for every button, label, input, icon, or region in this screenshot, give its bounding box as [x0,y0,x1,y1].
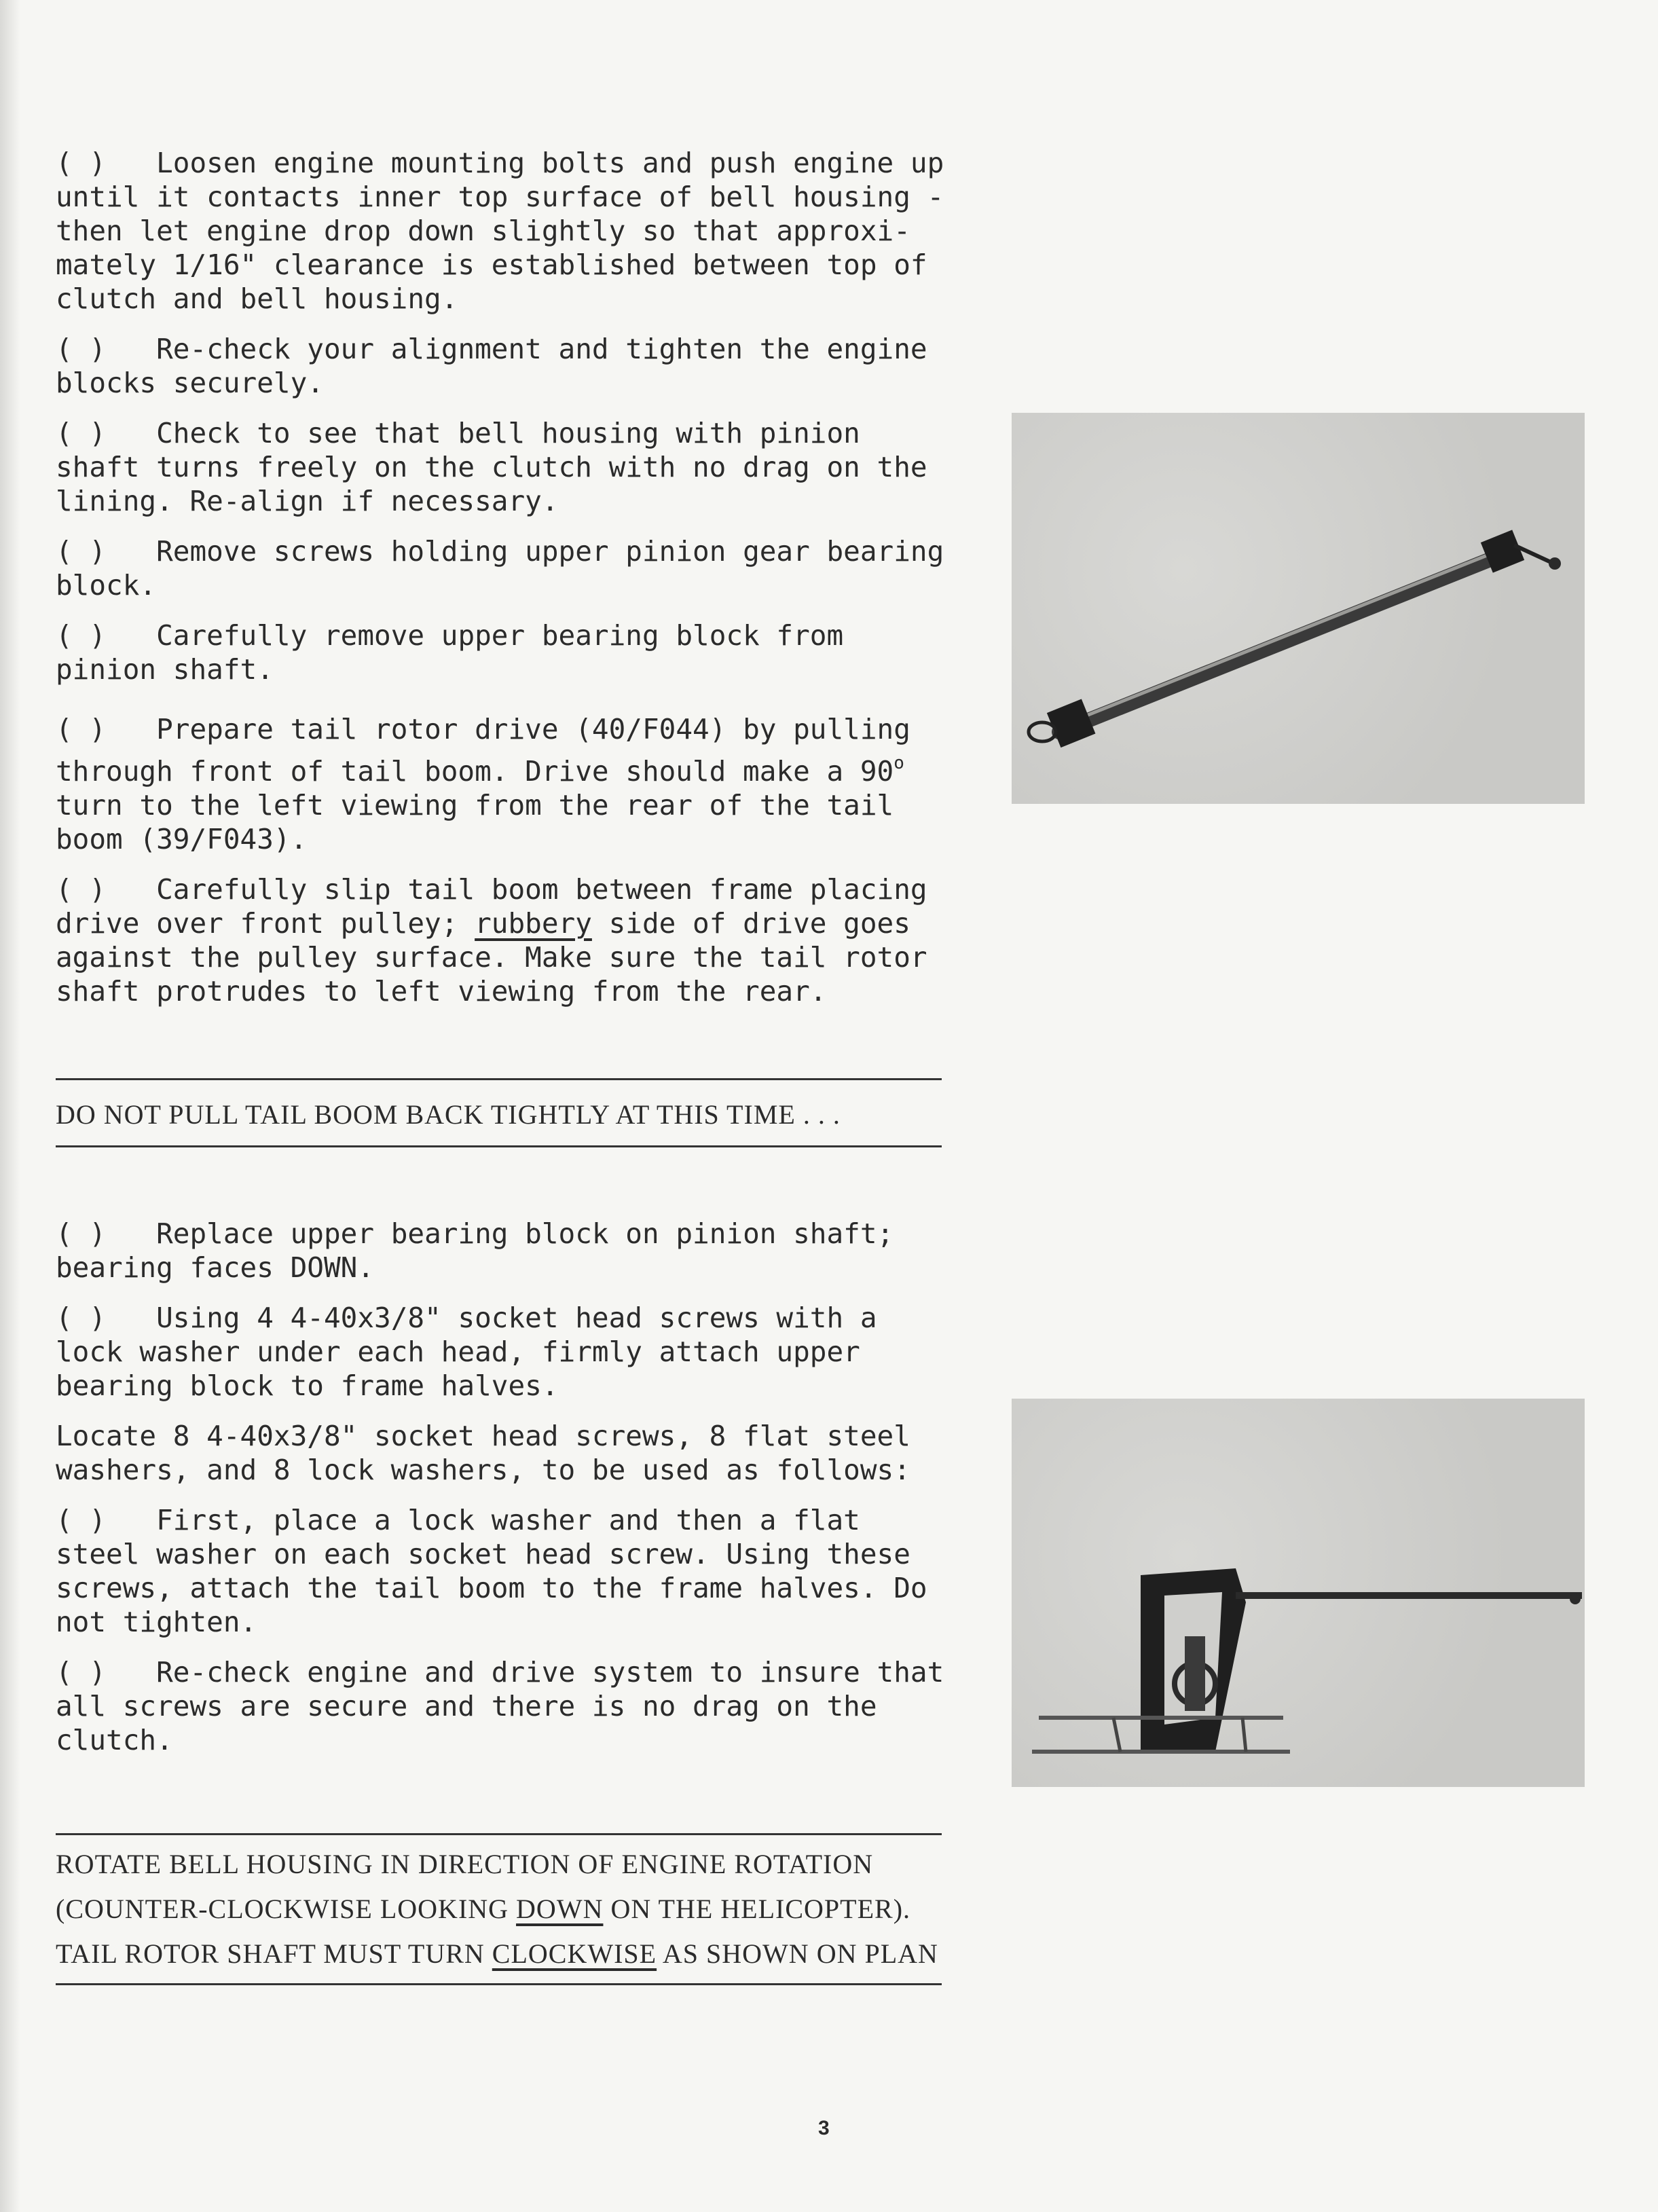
checkbox-marker: ( ) [56,417,107,449]
checkbox-marker: ( ) [56,873,107,906]
checkbox-marker: ( ) [56,147,107,179]
step-text: Re-check your alignment and tighten the engine blocks securely. [56,333,927,399]
step-replace-bearing-block [56,1217,952,1285]
frame-assembly-illustration [1012,1399,1585,1787]
step-text: Carefully slip tail boom between frame placing drive over front pulley; [56,873,927,940]
step-recheck-alignment [56,332,952,400]
notice-line-1: ROTATE BELL HOUSING IN DIRECTION OF ENGINE ROTATION [56,1849,874,1879]
step-loosen-engine [56,146,952,316]
step-text: Prepare tail rotor drive (40/F044) by pulling through front of tail boom. Drive should make a 90 [56,713,910,788]
step-slip-tail-boom [56,872,952,1008]
notice-line-3 [56,1932,942,1976]
step-locate-screws [56,1419,952,1487]
step-text: Re-check engine and drive system to insure that all screws are secure and there is no drag on the clutch. [56,1656,944,1756]
notice-line-3-text: TAIL ROTOR SHAFT MUST TURN [56,1938,492,1969]
tail-boom-illustration [1012,413,1585,804]
step-text-cont: turn to the left viewing from the rear of the tail boom (39/F043). [56,789,894,855]
step-attach-bearing-block [56,1301,952,1403]
notice-text: DO NOT PULL TAIL BOOM BACK TIGHTLY AT THIS TIME . . . [56,1099,841,1130]
step-text: Carefully remove upper bearing block from pinion shaft. [56,619,844,686]
checkbox-marker: ( ) [56,1302,107,1334]
step-text: Remove screws holding upper pinion gear bearing block. [56,535,944,602]
step-text: Check to see that bell housing with pinion shaft turns freely on the clutch with no drag on the lining. Re-align if necessary. [56,417,927,517]
checkbox-marker: ( ) [56,535,107,568]
notice-rotate-bell-housing [56,1833,942,1985]
step-text: Locate 8 4-40x3/8" socket head screws, 8 flat steel washers, and 8 lock washers, to be used as follows: [56,1420,910,1486]
underlined-clockwise: CLOCKWISE [492,1938,657,1969]
step-attach-tail-boom [56,1503,952,1639]
underlined-word: rubbery [475,907,592,940]
notice-do-not-pull [56,1078,942,1147]
instructions-bottom [56,1217,952,1773]
checkbox-marker: ( ) [56,1504,107,1536]
step-prepare-tail-drive [56,712,952,856]
checkbox-marker: ( ) [56,333,107,365]
step-text: Replace upper bearing block on pinion shaft; bearing faces DOWN. [56,1217,894,1284]
step-text: Using 4 4-40x3/8" socket head screws with a lock washer under each head, firmly attach upper bearing block to frame halves. [56,1302,877,1402]
notice-line-2-text: (COUNTER-CLOCKWISE LOOKING [56,1894,517,1924]
step-text: Loosen engine mounting bolts and push engine up until it contacts inner top surface of bell housing - then let engine drop down slightly so that approxi- mately 1/16" clearance is established between top of clutch and bell housing. [56,147,944,315]
checkbox-marker: ( ) [56,1217,107,1250]
page-edge-shadow [0,0,20,2212]
photo-tail-boom [1012,413,1585,804]
notice-line-2 [56,1887,942,1932]
instructions-top [56,146,952,1025]
checkbox-marker: ( ) [56,1656,107,1689]
notice-line-3-text-cont: AS SHOWN ON PLAN [657,1938,938,1969]
notice-line-2-text-cont: ON THE HELICOPTER). [603,1894,911,1924]
step-remove-screws [56,534,952,602]
degree-superscript: o [894,753,904,773]
checkbox-marker: ( ) [56,713,107,745]
step-remove-bearing-block [56,619,952,686]
underlined-down: DOWN [516,1894,604,1924]
page-number: 3 [818,2117,830,2139]
step-text-cont: side of drive goes against the pulley surface. Make sure the tail rotor shaft protrudes to left viewing from the rear. [56,907,927,1008]
step-text: First, place a lock washer and then a flat steel washer on each socket head screw. Using these screws, attach the tail boom to the frame halves. Do not tighten. [56,1504,927,1638]
photo-frame-assembly [1012,1399,1585,1787]
checkbox-marker: ( ) [56,619,107,652]
step-recheck-engine [56,1655,952,1757]
step-check-bell-housing [56,416,952,518]
